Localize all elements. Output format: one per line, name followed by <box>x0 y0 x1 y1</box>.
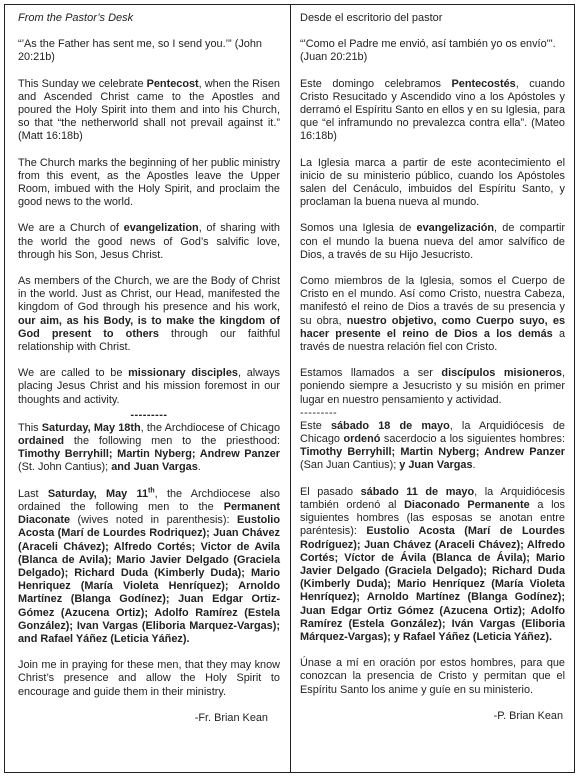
bold-run: evangelization <box>123 222 199 235</box>
text-run: Este <box>300 419 331 432</box>
text-run: Estamos llamados a ser <box>300 367 442 380</box>
english-deacons-paragraph <box>18 488 280 646</box>
bold-run: ordained <box>18 435 64 448</box>
text-run: , la Arquidiócesis de Chicago <box>300 419 565 446</box>
english-evangelization-paragraph <box>18 222 280 262</box>
bold-run: our aim, as his Body, is to make the kingdom of God present to others <box>18 314 280 340</box>
text-run: (St. John Cantius); <box>18 461 112 474</box>
text-run: , la Arquidiócesis también ordenó al <box>300 485 565 511</box>
text-run: , the Archdiocese also ordained the following men to the <box>18 487 280 513</box>
spanish-header: Desde el escritorio del pastor <box>300 12 443 24</box>
text-run: , always placing Jesus Christ and his mission foremost in our thoughts and activity. <box>18 367 280 406</box>
bold-run: Diaconado Permanente <box>404 498 530 511</box>
superscript: th <box>148 487 155 495</box>
spanish-prayer-paragraph: Únase a mí en oración por estos hombres, para que conozcan la presencia de Cristo y permitan que el Espíritu Santo los anime y guíe en su ministerio. <box>300 657 565 696</box>
text-run: . <box>197 461 201 474</box>
bold-run: Permanent Diaconate <box>18 500 280 527</box>
text-run: , the Archdiocese of Chicago <box>140 421 281 434</box>
text-run: sacerdocio a los siguientes hombres: <box>380 433 565 446</box>
bold-run <box>48 488 155 500</box>
text-run: Este domingo celebramos <box>300 77 452 90</box>
text-run: (San Juan Cantius); <box>300 459 400 472</box>
text-run: the following men to the priesthood: <box>64 435 280 448</box>
text-run: , poniendo siempre a Jesucristo y su misión en primer lugar en nuestro pensamiento y actividad. <box>300 367 565 406</box>
text-run: , when the Risen and Ascended Christ came to the Apostles and poured the Holy Spirit into them and into his Church, so that “the netherworld shall not prevail against it.” (Matt 16:18b) <box>18 77 280 143</box>
bold-run: Saturday, May 18th <box>41 421 141 434</box>
bold-run: sábado 11 de mayo <box>360 485 475 498</box>
spanish-signature: -P. Brian Kean <box>493 709 563 722</box>
text-run: We are a Church of <box>18 222 124 235</box>
spanish-column <box>300 12 565 723</box>
bold-run: Eustolio Acosta (Marí de Lourdes Rodríguez); Juan Chávez (Araceli Chávez); Alfredo Cortés; Víctor de Ávila (Blanca de Ávila); Mario Javier Delgado (Graciela Delgado); Richard Duda (Kimberly Duda); Mario Henríquez (María Violeta Henríquez); Arnoldo Martínez (Blanga Godínez); Juan Edgar Ortiz Gómez (Azucena Ortiz); Adolfo Ramírez (Estela González); Iván Vargas (Eliboria Márquez-Vargas); y Rafael Yáñez (Leticia Yáñez). <box>300 525 565 643</box>
bold-run: ordenó <box>343 433 381 446</box>
english-church-paragraph: The Church marks the beginning of her public ministry from this event, as the Apostles leave the Upper Room, imbued with the Holy Spirit, and proclaim the good news to the world. <box>18 156 280 209</box>
text-run: , of sharing with the world the good news of God’s salvific love, through his Son, Jesus Christ. <box>18 222 280 261</box>
spanish-members-paragraph <box>300 275 565 354</box>
text-run: Como miembros de la Iglesia, somos el Cuerpo de Cristo en el mundo. Así como Cristo, nuestra Cabeza, manifestó el reino de Dios a través de su presencia y su obra, <box>300 275 565 327</box>
text-run: Somos una Iglesia de <box>300 222 417 235</box>
bold-run: discípulos misioneros <box>441 367 562 380</box>
english-pentecost-paragraph <box>18 78 280 144</box>
bold-run: nuestro objetivo, como Cuerpo suyo, es hacer presente el reino de Dios a los demás <box>300 314 565 340</box>
bold-run: Timothy Berryhill; Martin Nyberg; Andrew Panzer <box>18 448 280 461</box>
english-signature: -Fr. Brian Kean <box>194 711 268 724</box>
bold-run: missionary disciples <box>128 367 238 380</box>
english-ordination-paragraph <box>18 422 280 475</box>
spanish-pentecost-paragraph <box>300 78 565 144</box>
bold-run: Eustolio Acosta (Marí de Lourdes Rodriquez); Juan Chávez (Araceli Chávez); Alfredo Cortés; Victor de Avila (Blanca de Avila); Mario Javier Delgado (Graciela Delgado); Richard Duda (Kimberly Duda); Mario Henriquez (María Violeta Henríquez); Arnoldo Martínez (Blanga Godínez); Juan Edgar Ortiz-Gómez (Azucena Ortiz); Adolfo Ramírez (Estela González); Ivan Vargas (Eliboria Marquez-Vargas); and Rafael Yáñez (Leticia Yáñez). <box>18 514 280 645</box>
text-run: through our faithful relationship with Christ. <box>18 327 280 354</box>
text-run: , cuando Cristo Resucitado y Ascendido vino a los Apóstoles y derramó el Espíritu Santo en ellos y en su Iglesia, para que “el inframundo no prevalezca contra ella”. (Mateo 16:18b) <box>300 77 565 143</box>
text-run: This <box>18 421 42 434</box>
bold-run: evangelización <box>416 222 495 235</box>
bold-run: Pentecostés <box>451 77 516 90</box>
english-separator: --------- <box>130 408 168 421</box>
spanish-evangelization-paragraph <box>300 222 565 262</box>
text-run: Saturday, May 11 <box>47 487 149 500</box>
text-run: This Sunday we celebrate <box>18 77 147 90</box>
english-header: From the Pastor’s Desk <box>18 12 134 24</box>
spanish-church-paragraph: La Iglesia marca a partir de este acontecimiento el inicio de su ministerio público, cuando los Apóstoles salen del Cenáculo, imbuidos del Espíritu Santo, y proclaman la buena nueva al mundo. <box>300 156 565 209</box>
text-run: We are called to be <box>18 367 129 380</box>
spanish-separator: --------- <box>300 406 338 419</box>
spanish-quote: “'Como el Padre me envió, así también yo os envío'". (Juan 20:21b) <box>300 38 556 64</box>
text-run: (wives noted in parenthesis): <box>70 514 238 527</box>
text-run: a los siguientes hombres (las esposas se anotan entre paréntesis): <box>300 498 565 538</box>
text-run: As members of the Church, we are the Body of Christ in the world. Just as Christ, our Head, manifested the kingdom of God through his presence and his work, <box>18 275 280 314</box>
bold-run: Timothy Berryhill; Martin Nyberg; Andrew Panzer <box>300 446 565 459</box>
spanish-ordination-paragraph <box>300 420 565 473</box>
spanish-missionary-paragraph <box>300 367 565 407</box>
bold-run: Pentecost <box>146 77 199 90</box>
text-run: El pasado <box>300 485 361 498</box>
bold-run: sábado 18 de mayo <box>330 419 450 432</box>
bold-run: y Juan Vargas <box>399 459 473 472</box>
english-column <box>18 12 280 725</box>
text-run: Last <box>18 487 48 500</box>
text-run: , de compartir con el mundo la buena nueva del amor salvífico de Dios, a través de su Hijo Jesucristo. <box>300 222 565 261</box>
bold-run: and Juan Vargas <box>111 461 198 474</box>
english-members-paragraph <box>18 275 280 354</box>
column-divider <box>290 4 291 773</box>
text-run: . <box>472 459 476 472</box>
spanish-deacons-paragraph <box>300 486 565 644</box>
english-quote: “’As the Father has sent me, so I send you.’” (John 20:21b) <box>18 38 262 64</box>
text-run: a través de nuestra relación fiel con Cristo. <box>300 327 565 354</box>
english-prayer-paragraph: Join me in praying for these men, that they may know Christ’s presence and allow the Holy Spirit to encourage and guide them in their ministry. <box>18 659 280 698</box>
english-missionary-paragraph <box>18 367 280 407</box>
